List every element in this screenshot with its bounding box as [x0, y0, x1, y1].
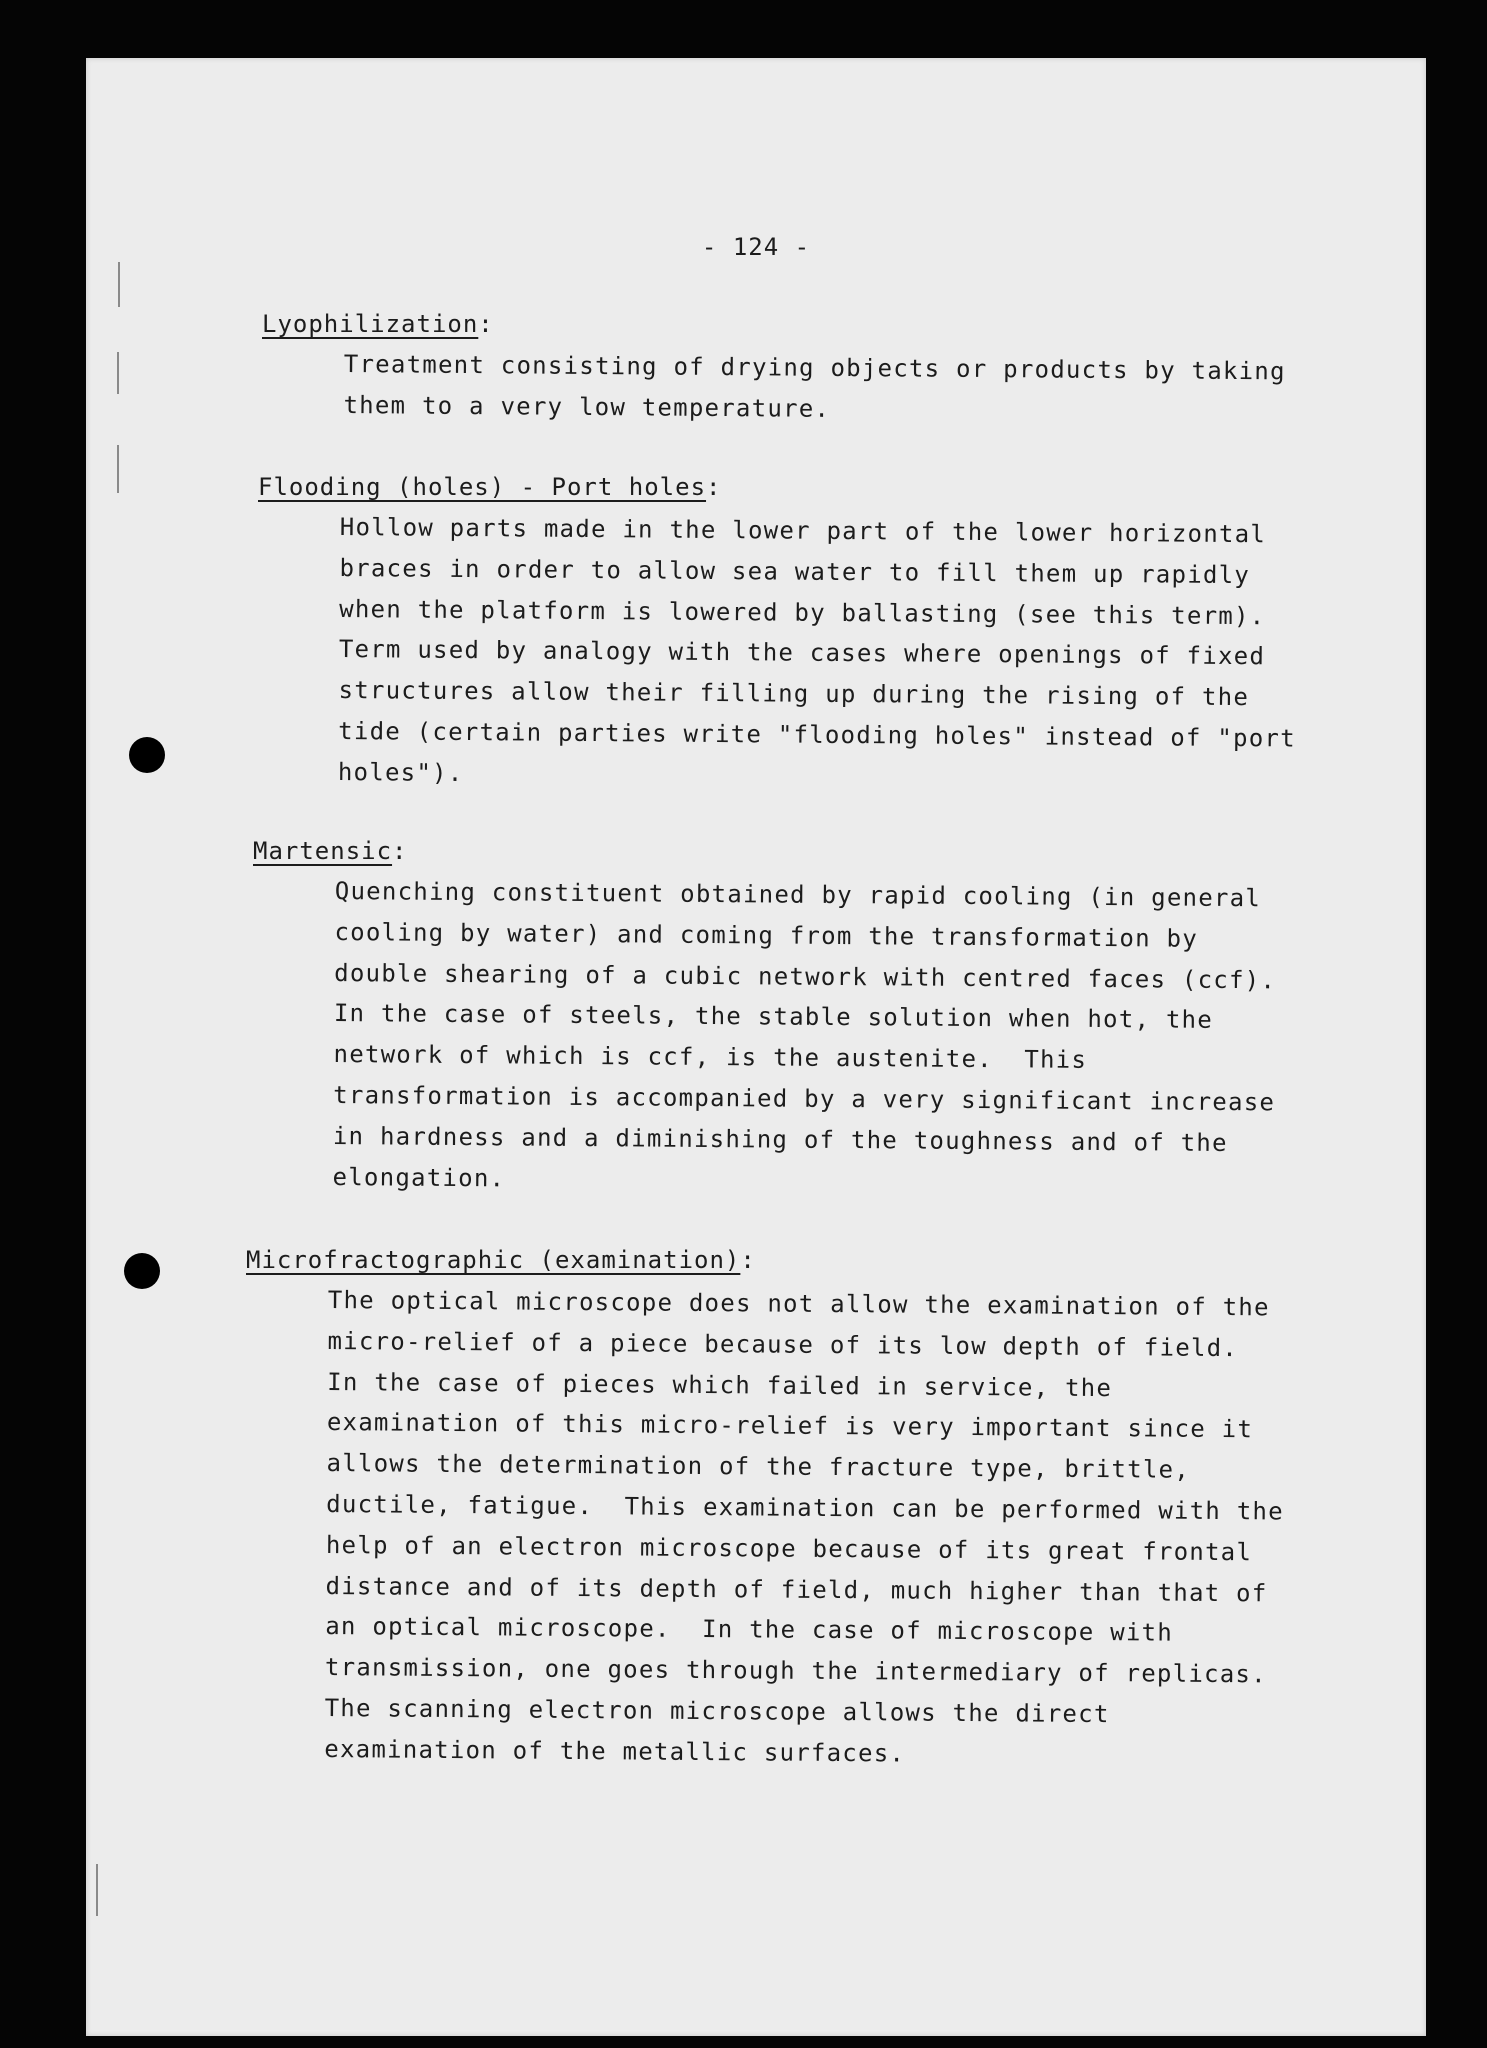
definition-line: ductile, fatigue. This examination can be performed with the	[326, 1489, 1284, 1526]
definition-line: holes").	[337, 757, 464, 787]
definition-line: Quenching constituent obtained by rapid cooling (in general	[334, 876, 1262, 913]
scan-edge-mark	[96, 1864, 98, 1916]
entry-term: Lyophilization:	[262, 310, 494, 338]
definition-line: examination of this micro-relief is very important since it	[326, 1408, 1254, 1444]
definition-line: them to a very low temperature.	[343, 390, 831, 423]
definition-line: help of an electron microscope because of its great frontal	[325, 1530, 1253, 1567]
glossary-entry-flooding-holes	[258, 473, 1298, 793]
entry-definition	[338, 507, 1298, 800]
definition-line: when the platform is lowered by ballasting (see this term).	[339, 594, 1266, 630]
scan-edge-mark	[117, 352, 119, 394]
definition-line: The optical microscope does not allow the examination of the	[327, 1285, 1270, 1322]
definition-line: in hardness and a diminishing of the toughness and of the	[332, 1121, 1228, 1157]
definition-line: network of which is ccf, is the austenite. This	[333, 1040, 1088, 1075]
entry-definition	[324, 1280, 1285, 1777]
definition-line: The scanning electron microscope allows the direct	[324, 1693, 1110, 1729]
entry-definition	[332, 871, 1276, 1205]
punch-hole	[129, 737, 165, 773]
definition-line: distance and of its depth of field, much higher than that of	[325, 1571, 1268, 1607]
definition-line: an optical microscope. In the case of microscope with	[325, 1612, 1174, 1648]
document-page	[86, 58, 1426, 2036]
glossary-entry-lyophilization	[262, 310, 1286, 426]
definition-line: transformation is accompanied by a very significant increase	[333, 1080, 1276, 1117]
definition-line: examination of the metallic surfaces.	[324, 1734, 906, 1768]
scan-edge-mark	[118, 262, 120, 307]
entry-term: Microfractographic (examination):	[246, 1246, 756, 1274]
glossary-entry-microfractographic	[246, 1246, 1286, 1770]
definition-line: In the case of steels, the stable solution when hot, the	[333, 999, 1214, 1035]
definition-line: structures allow their filling up during the rising of the	[338, 676, 1250, 712]
definition-line: Term used by analogy with the cases where openings of fixed	[338, 635, 1266, 671]
definition-line: allows the determination of the fracture type, brittle,	[326, 1449, 1191, 1484]
definition-line: transmission, one goes through the intermediary of replicas.	[324, 1653, 1267, 1689]
definition-line: tide (certain parties write "flooding holes" instead of "port	[338, 716, 1296, 753]
entry-term: Flooding (holes) - Port holes:	[258, 473, 722, 501]
definition-line: micro-relief of a piece because of its low depth of field.	[327, 1326, 1239, 1362]
definition-line: cooling by water) and coming from the transformation by	[334, 917, 1199, 953]
definition-line: braces in order to allow sea water to fill them up rapidly	[339, 553, 1251, 589]
entry-definition	[343, 344, 1286, 433]
definition-line: Treatment consisting of drying objects or products by taking	[343, 349, 1286, 386]
definition-line: In the case of pieces which failed in service, the	[327, 1367, 1113, 1402]
glossary-entry-martensic	[253, 837, 1277, 1197]
definition-line: double shearing of a cubic network with centred faces (ccf).	[334, 958, 1277, 994]
definition-line: elongation.	[332, 1162, 506, 1192]
definition-line: Hollow parts made in the lower part of the lower horizontal	[339, 512, 1267, 549]
page-number: - 124 -	[701, 233, 811, 261]
punch-hole	[124, 1253, 160, 1289]
entry-term: Martensic:	[253, 837, 408, 865]
scan-edge-mark	[117, 445, 119, 493]
